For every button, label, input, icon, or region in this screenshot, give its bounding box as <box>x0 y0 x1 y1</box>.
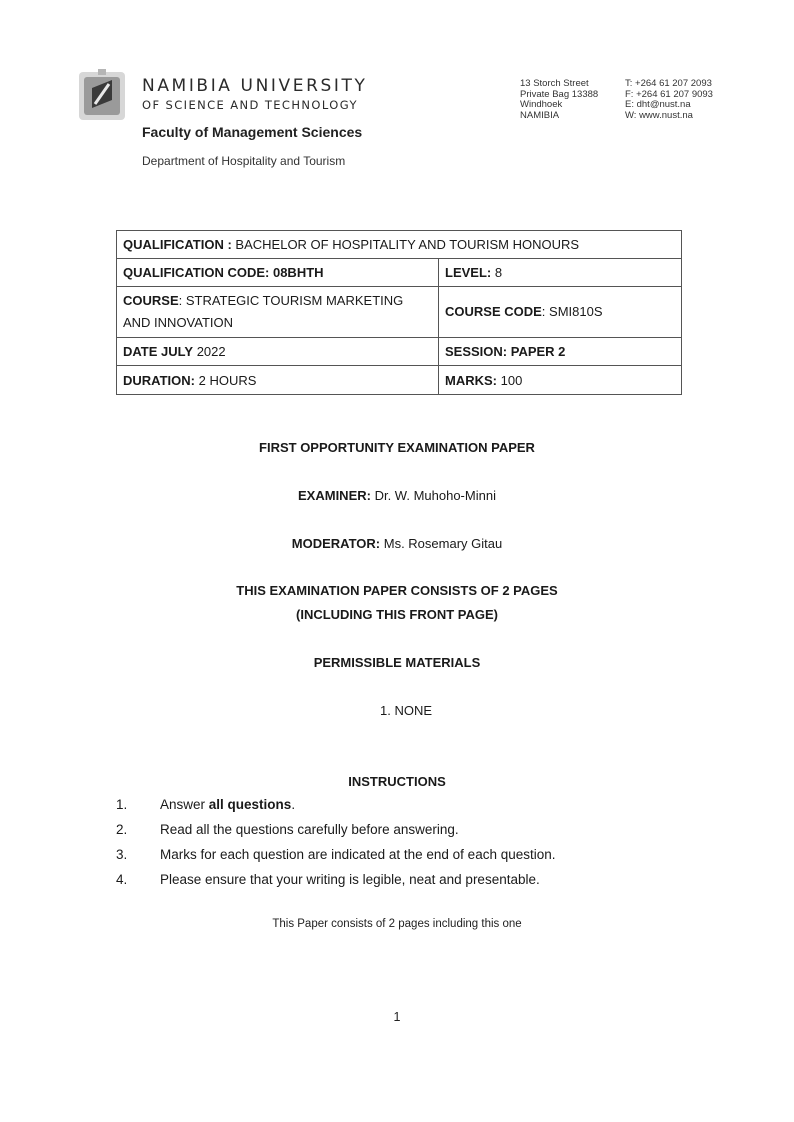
level-value: 8 <box>491 265 503 280</box>
session-label: SESSION: <box>445 344 508 359</box>
marks-value: 100 <box>497 372 523 388</box>
date-value: 2022 <box>193 344 226 359</box>
examiner-label: EXAMINER: <box>298 488 371 503</box>
duration-cell <box>117 366 439 395</box>
qualification-code-value: 08BHTH <box>269 265 324 280</box>
course-code-cell <box>439 287 682 338</box>
course-code-label: COURSE CODE <box>445 304 542 319</box>
footer-note: This Paper consists of 2 pages including this one <box>272 918 522 930</box>
exam-info-table <box>116 230 682 395</box>
moderator-label: MODERATOR: <box>291 536 381 551</box>
faculty-name: Faculty of Management Sciences <box>142 124 363 140</box>
instruction-text-bold: all questions <box>208 797 292 812</box>
moderator-name: Ms. Rosemary Gitau <box>380 536 503 551</box>
instruction-text <box>160 797 295 812</box>
pages-notice-line1: THIS EXAMINATION PAPER CONSISTS OF 2 PAGES <box>236 583 558 598</box>
duration-value: 2 HOURS <box>194 372 257 388</box>
address-line: 13 Storch Street <box>520 78 589 89</box>
instruction-number: 2. <box>116 822 128 837</box>
course-cell <box>117 287 439 338</box>
instruction-number: 3. <box>116 847 128 862</box>
address-line: NAMIBIA <box>520 109 560 121</box>
marks-label: MARKS: <box>445 372 497 388</box>
session-cell <box>439 338 682 366</box>
page-number: 1 <box>393 1010 401 1024</box>
qualification-cell <box>117 231 682 259</box>
contact-website: W: www.nust.na <box>625 109 693 121</box>
instructions-heading: INSTRUCTIONS <box>348 774 446 789</box>
marks-cell <box>439 366 682 395</box>
instruction-number: 1. <box>116 797 128 812</box>
table-row <box>117 287 682 338</box>
instruction-text: Marks for each question are indicated at the end of each question. <box>160 847 556 862</box>
university-logo <box>78 68 126 124</box>
instruction-text-part: Answer <box>160 797 209 812</box>
instruction-text: Read all the questions carefully before answering. <box>160 822 459 837</box>
address-line: Windhoek <box>520 99 563 110</box>
instruction-number: 4. <box>116 872 128 887</box>
qualification-code-label: QUALIFICATION CODE: <box>123 265 270 280</box>
permissible-heading: PERMISSIBLE MATERIALS <box>313 655 481 670</box>
date-label: DATE JULY <box>123 344 194 359</box>
exam-title: FIRST OPPORTUNITY EXAMINATION PAPER <box>259 440 535 455</box>
table-row <box>117 231 682 259</box>
department-name: Department of Hospitality and Tourism <box>142 154 346 168</box>
permissible-item: 1. NONE <box>380 703 433 718</box>
instruction-text-part: . <box>291 797 296 812</box>
course-value: : STRATEGIC TOURISM MARKETING AND INNOVATION <box>123 293 404 330</box>
university-subtitle: OF SCIENCE AND TECHNOLOGY <box>142 98 358 112</box>
date-cell <box>117 338 439 366</box>
table-row <box>117 366 682 395</box>
address-line: Private Bag 13388 <box>520 88 599 100</box>
contact-fax: F: +264 61 207 9093 <box>625 88 713 100</box>
course-code-value: : SMI810S <box>541 304 603 319</box>
pages-notice-line2: (INCLUDING THIS FRONT PAGE) <box>296 607 498 622</box>
qualification-value: BACHELOR OF HOSPITALITY AND TOURISM HONOURS <box>231 237 580 252</box>
address-block <box>520 79 598 121</box>
table-row <box>117 259 682 287</box>
qualification-label: QUALIFICATION : <box>123 237 232 252</box>
contact-phone: T: +264 61 207 2093 <box>625 78 712 89</box>
moderator-line <box>0 536 794 551</box>
level-label: LEVEL: <box>445 265 492 280</box>
qualification-code-cell <box>117 259 439 287</box>
instruction-text: Please ensure that your writing is legible, neat and presentable. <box>160 872 540 887</box>
table-row <box>117 338 682 366</box>
level-cell <box>439 259 682 287</box>
contact-email: E: dht@nust.na <box>625 99 691 110</box>
examiner-line <box>0 488 794 503</box>
course-label: COURSE <box>123 293 179 308</box>
session-value: PAPER 2 <box>507 344 566 359</box>
examiner-name: Dr. W. Muhoho-Minni <box>370 488 496 503</box>
contact-block <box>625 79 713 121</box>
duration-label: DURATION: <box>123 372 195 388</box>
university-name: NAMIBIA UNIVERSITY <box>142 76 368 96</box>
